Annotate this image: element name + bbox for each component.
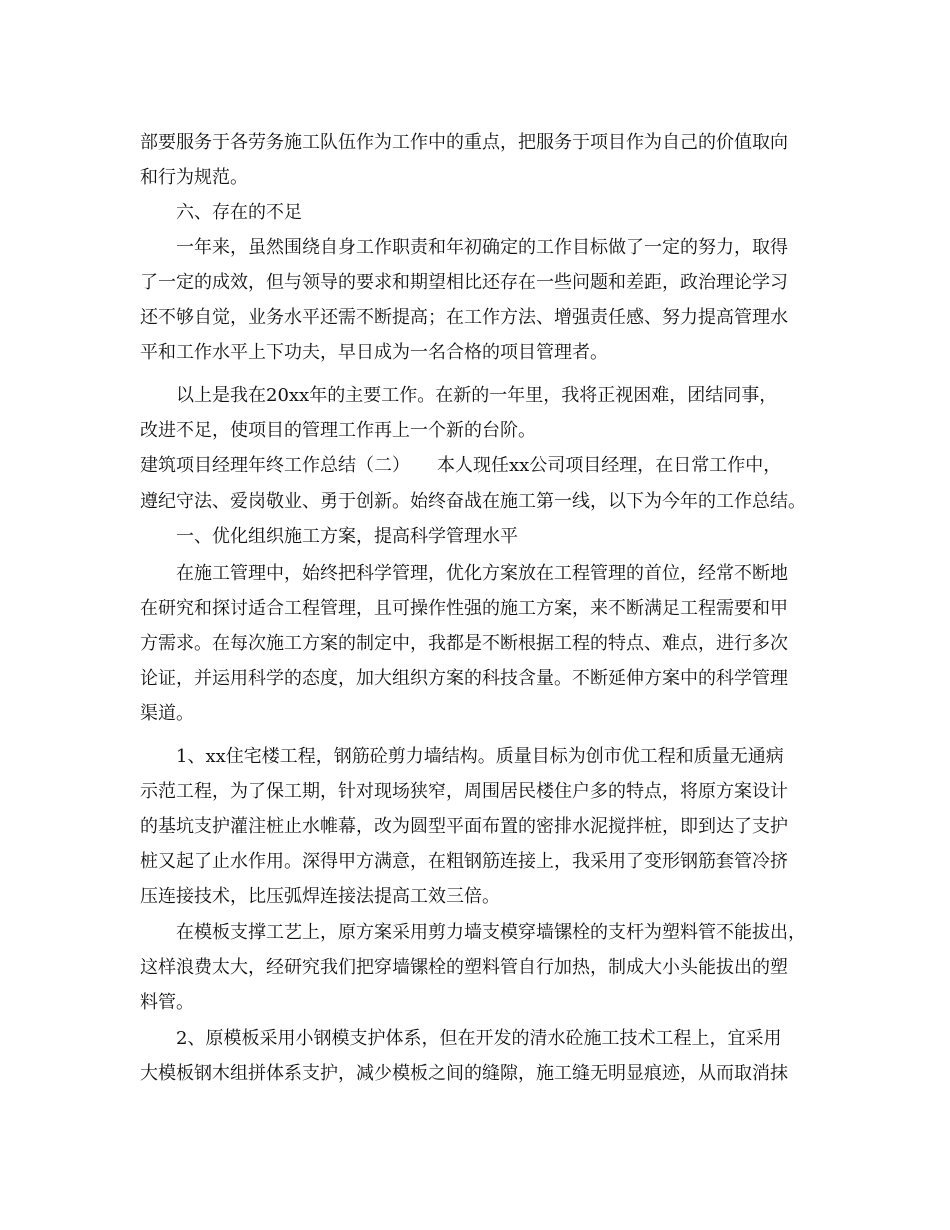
- text-line: 遵纪守法、爱岗敬业、勇于创新。始终奋战在施工第一线，以下为今年的工作总结。: [140, 491, 806, 512]
- text-line: 1、xx住宅楼工程，钢筋砼剪力墙结构。质量目标为创市优工程和质量无通病: [176, 746, 784, 767]
- text-line: 方需求。在每次施工方案的制定中，我都是不断根据工程的特点、难点，进行多次: [140, 633, 788, 654]
- text-line: 示范工程，为了保工期，针对现场狭窄，周围居民楼住户多的特点，将原方案设计: [140, 781, 788, 802]
- text-line: 这样浪费太大，经研究我们把穿墙镙栓的塑料管自行加热，制成大小头能拔出的塑: [140, 957, 788, 978]
- section-heading: 一、优化组织施工方案，提高科学管理水平: [176, 526, 518, 547]
- text-line: 了一定的成效，但与领导的要求和期望相比还存在一些问题和差距，政治理论学习: [140, 272, 788, 293]
- document-title-line: 建筑项目经理年终工作总结（二） 本人现任xx公司项目经理，在日常工作中，: [140, 455, 782, 476]
- text-line: 平和工作水平上下功夫，早日成为一名合格的项目管理者。: [140, 342, 608, 363]
- text-line: 桩又起了止水作用。深得甲方满意，在粗钢筋连接上，我采用了变形钢筋套管冷挤: [140, 851, 788, 872]
- text-line: 部要服务于各劳务施工队伍作为工作中的重点，把服务于项目作为自己的价值取向: [140, 132, 788, 153]
- text-line: 渠道。: [140, 703, 194, 724]
- text-line: 料管。: [140, 992, 194, 1013]
- text-line: 在研究和探讨适合工程管理，且可操作性强的施工方案，来不断满足工程需要和甲: [140, 598, 788, 619]
- text-line: 压连接技术，比压弧焊连接法提高工效三倍。: [140, 886, 500, 907]
- text-line: 在施工管理中，始终把科学管理，优化方案放在工程管理的首位，经常不断地: [176, 563, 788, 584]
- text-line: 在模板支撑工艺上，原方案采用剪力墙支模穿墙镙栓的支杆为塑料管不能拔出，: [176, 922, 806, 943]
- text-line: 还不够自觉，业务水平还需不断提高；在工作方法、增强责任感、努力提高管理水: [140, 307, 788, 328]
- text-line: 和行为规范。: [140, 167, 248, 188]
- text-line: 以上是我在20xx年的主要工作。在新的一年里，我将正视困难，团结同事，: [176, 385, 778, 406]
- text-line: 论证，并运用科学的态度，加大组织方案的科技含量。不断延伸方案中的科学管理: [140, 668, 788, 689]
- text-line: 大模板钢木组拼体系支护，减少模板之间的缝隙，施工缝无明显痕迹，从而取消抹: [140, 1063, 788, 1084]
- text-line: 2、原模板采用小钢模支护体系，但在开发的清水砼施工技术工程上，宜采用: [176, 1028, 782, 1049]
- text-line: 一年来，虽然围绕自身工作职责和年初确定的工作目标做了一定的努力，取得: [176, 237, 788, 258]
- text-line: 的基坑支护灌注桩止水帷幕，改为圆型平面布置的密排水泥搅拌桩，即到达了支护: [140, 816, 788, 837]
- text-line: 改进不足，使项目的管理工作再上一个新的台阶。: [140, 420, 536, 441]
- section-heading: 六、存在的不足: [176, 202, 302, 223]
